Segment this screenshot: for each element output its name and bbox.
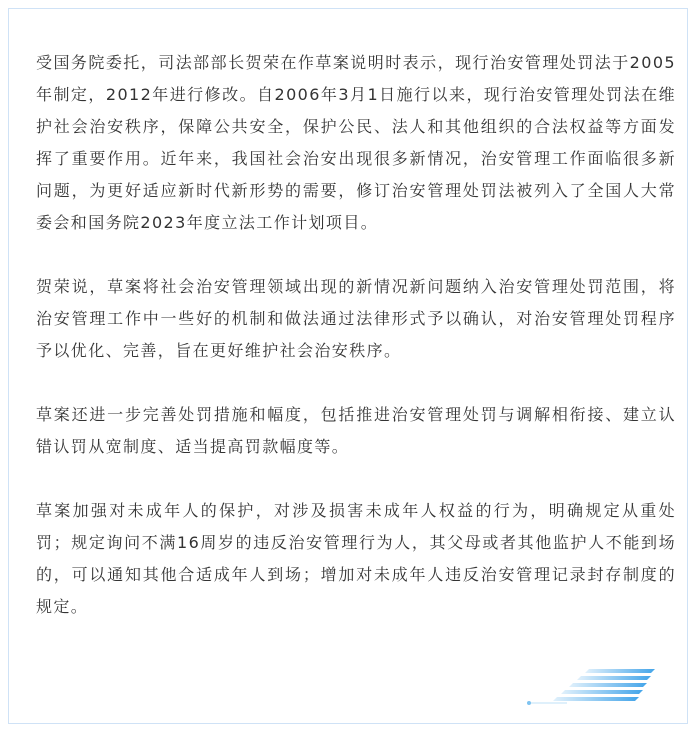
paragraph-4: 草案加强对未成年人的保护，对涉及损害未成年人权益的行为，明确规定从重处罚；规定询问不满16周岁的违反治安管理行为人，其父母或者其他监护人不能到场的，可以通知其他合适成年人到场；增加对未成年人违反治安管理记录封存制度的规定。: [36, 501, 676, 616]
corner-stripes-decoration: [527, 665, 667, 705]
paragraph-3: 草案还进一步完善处罚措施和幅度，包括推进治安管理处罚与调解相衔接、建立认错认罚从宽制度、适当提高罚款幅度等。: [36, 405, 676, 456]
paragraph-1: 受国务院委托，司法部部长贺荣在作草案说明时表示，现行治安管理处罚法于2005年制定，2012年进行修改。自2006年3月1日施行以来，现行治安管理处罚法在维护社会治安秩序，保障公共安全，保护公民、法人和其他组织的合法权益等方面发挥了重要作用。近年来，我国社会治安出现很多新情况，治安管理工作面临很多新问题，为更好适应新时代新形势的需要，修订治安管理处罚法被列入了全国人大常委会和国务院2023年度立法工作计划项目。: [36, 53, 676, 232]
article-body: [36, 47, 676, 655]
article-frame: [8, 8, 688, 724]
paragraph-2: 贺荣说，草案将社会治安管理领域出现的新情况新问题纳入治安管理处罚范围，将治安管理工作中一些好的机制和做法通过法律形式予以确认，对治安管理处罚程序予以优化、完善，旨在更好维护社会治安秩序。: [36, 277, 676, 360]
